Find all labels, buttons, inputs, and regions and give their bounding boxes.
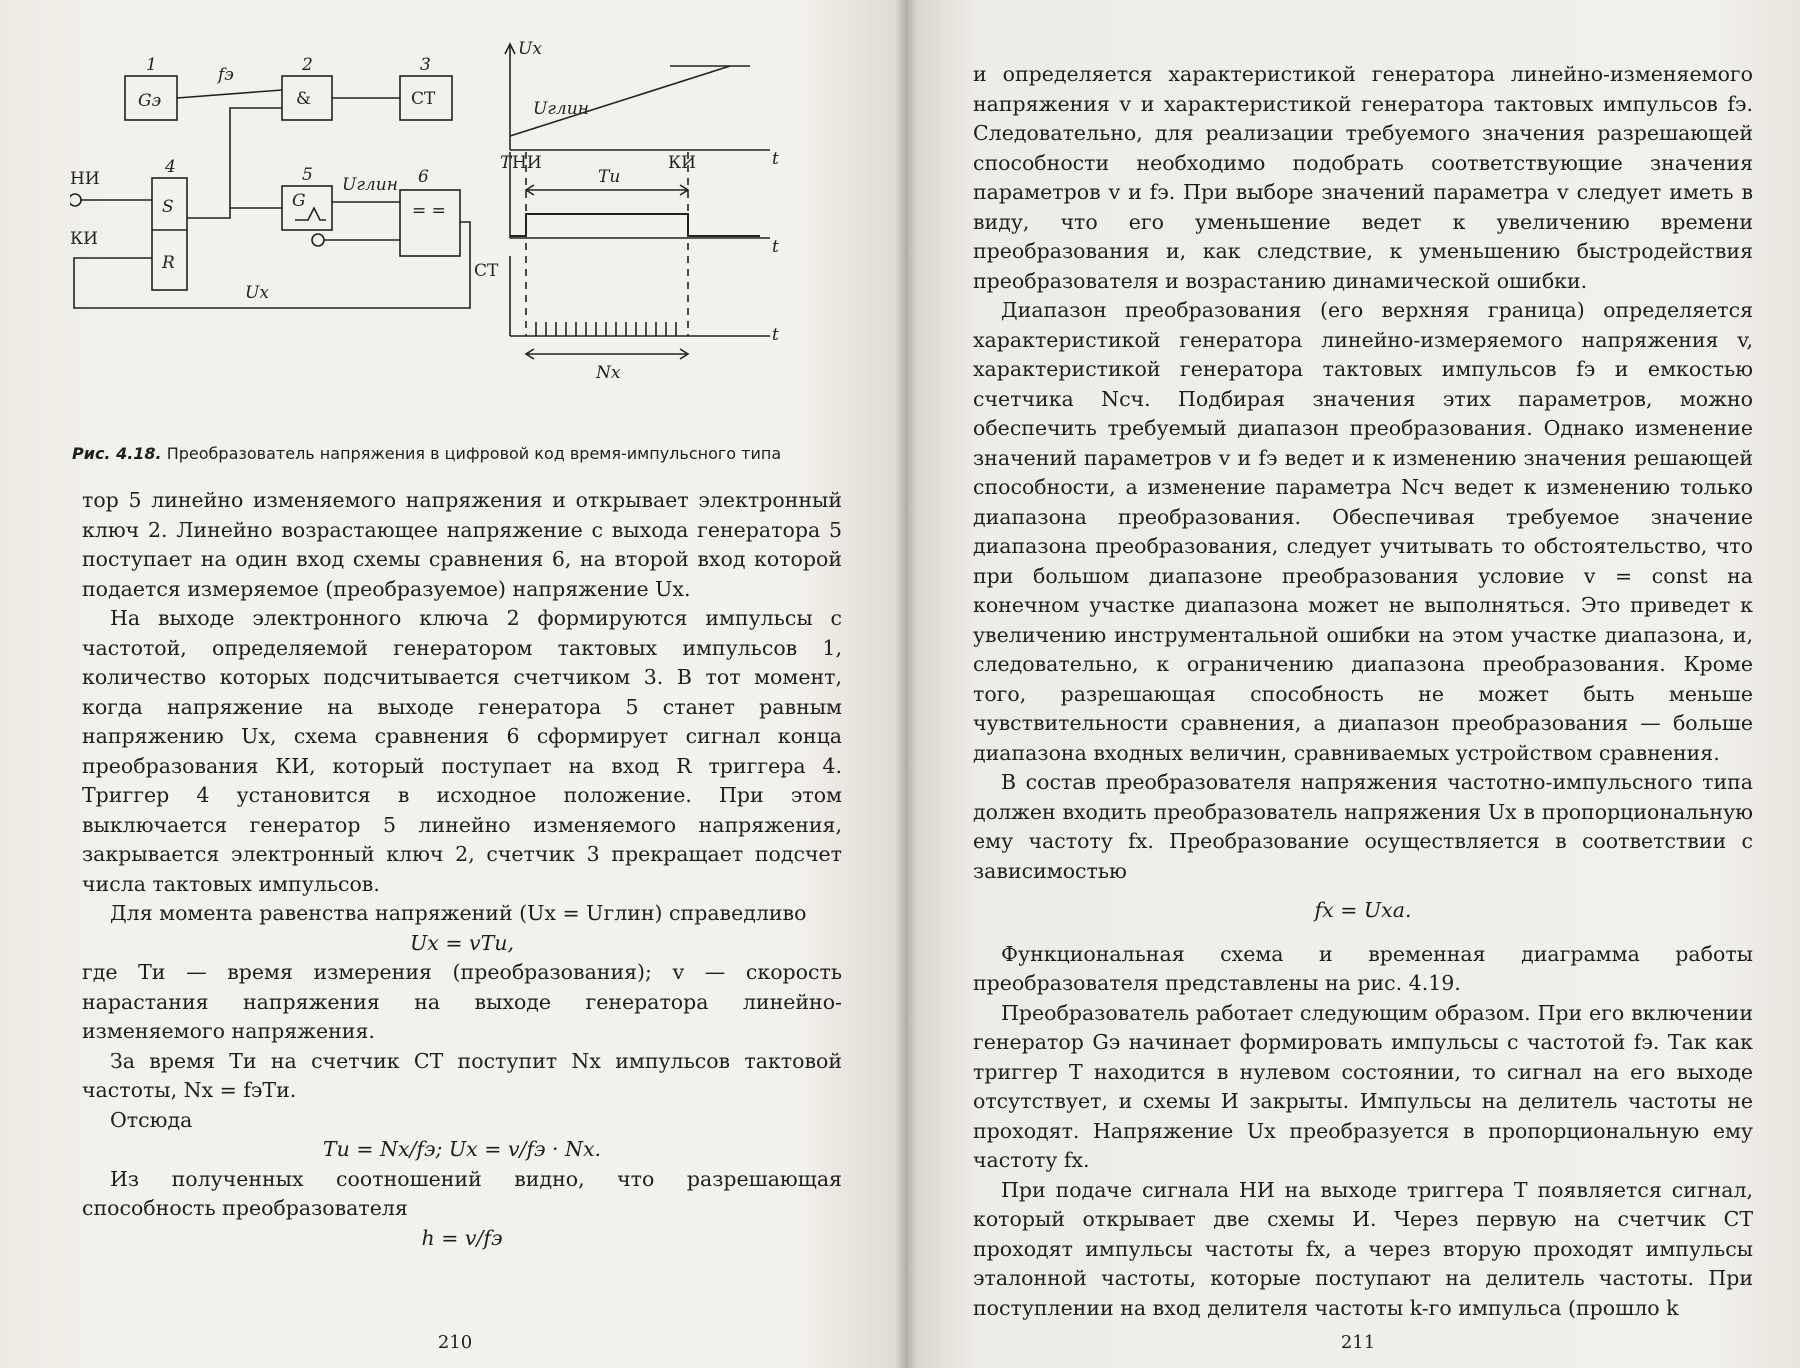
clock-pulses [536, 322, 676, 336]
uglin-wire-label: Uглин [342, 175, 398, 195]
f-label: fэ [218, 65, 234, 85]
paragraph: За время Tи на счетчик СТ поступит Nx импульсов тактовой частоты, Nx = fэTи. [82, 1048, 842, 1102]
axis-t-label: T [500, 153, 512, 173]
ramp-label: Uглин [533, 99, 589, 119]
page-number-left: 210 [437, 1332, 473, 1353]
ni-input-label: НИ [70, 169, 100, 189]
figure-caption [72, 444, 852, 464]
paragraph: где Tи — время измерения (преобразования); v — скорость нарастания напряжения на выходе генератора линейно-изменяемого напряжения. [82, 960, 842, 1043]
right-body-text [973, 60, 1753, 1323]
axis-t3-label: t [772, 325, 779, 345]
formula-ux: Ux = vTи, [409, 930, 515, 955]
caption-number: Рис. 4.18. [72, 444, 162, 463]
ki-input-label: КИ [70, 229, 98, 249]
axis-t2-label: t [772, 237, 779, 257]
block-4-r: R [162, 253, 175, 273]
formula-ti: Tи = Nx/fэ; Ux = v/fэ · Nx. [322, 1137, 602, 1161]
formula-h: h = v/fэ [421, 1225, 503, 1250]
paragraph: В состав преобразователя напряжения частотно-импульсного типа должен входить преобразователь напряжения Ux в пропорциональную ему частоту fx. Преобразование осуществляется в соответствии с зависимостью [973, 770, 1753, 883]
figure-diagram [70, 40, 850, 440]
right-page [905, 0, 1800, 1368]
axis-t1-label: t [772, 149, 779, 169]
block-3-number: 3 [420, 55, 431, 75]
ti-label: Tи [598, 167, 621, 187]
block-1-label: Gэ [138, 91, 162, 111]
paragraph: Функциональная схема и временная диаграмма работы преобразователя представлены на рис. 4.19. [973, 941, 1753, 995]
block-6-label: = = [412, 201, 446, 221]
paragraph: На выходе электронного ключа 2 формируются импульсы с частотой, определяемой генератором тактовых импульсов 1, количество которых подсчитывается счетчиком 3. В тот момент, когда напряжение на выходе генератора 5 станет равным напряжению Ux, схема сравнения 6 сформирует сигнал конца преобразования КИ, который поступает на вход R триггера 4. Триггер 4 установится в исходное положение. При этом выключается генератор 5 линейно изменяемого напряжения, закрывается электронный ключ 2, счетчик 3 прекращает подсчет числа тактовых импульсов. [82, 606, 842, 896]
block-6-comparator [400, 190, 460, 256]
figure-4-18 [70, 40, 850, 440]
paragraph: тор 5 линейно изменяемого напряжения и открывает электронный ключ 2. Линейно возрастающее напряжение с выхода генератора 5 поступает на один вход схемы сравнения 6, на второй вход которой подается измеряемое (преобразуемое) напряжение Ux. [82, 488, 842, 601]
nx-label: Nx [596, 363, 621, 383]
formula-fx: fx = Uxa. [1314, 898, 1412, 922]
paragraph: Диапазон преобразования (его верхняя граница) определяется характеристикой генератора линейно-измеряемого напряжения v, характеристикой генератора тактовых импульсов fэ и емкостью счетчика Nсч. Подбирая значения этих параметров, можно обеспечить требуемый диапазон преобразования. Однако изменение значений параметров v и fэ ведет и к изменению значения решающей способности, а изменение параметра Nсч ведет к изменению только диапазона преобразования. Обеспечивая требуемое значение диапазона преобразования, следует учитывать то обстоятельство, что при большом диапазоне преобразования условие v = const на конечном участке диапазона может не выполняться. Это приведет к увеличению инструментальной ошибки на этом участке диапазона, и, следовательно, к ограничению диапазона преобразования. Кроме того, разрешающая способность не может быть меньше чувствительности сравнения, а диапазон преобразования — больше диапазона входных величин, сравниваемых устройством сравнения. [973, 298, 1753, 765]
block-5-label: G [292, 191, 306, 211]
page-number-right: 211 [1340, 1332, 1376, 1353]
axis-ux-label: Ux [518, 40, 542, 59]
paragraph: При подаче сигнала НИ на выходе триггера Т появляется сигнал, который открывает две схемы И. Через первую на счетчик СТ проходят импульсы частоты fx, а через вторую проходят импульсы эталонной частоты, которые поступают на делитель частоты. При поступлении на вход делителя частоты k-го импульса (прошло k [973, 1177, 1753, 1320]
left-body-text [82, 486, 842, 1253]
block-5-number: 5 [302, 165, 313, 185]
block-2-number: 2 [302, 55, 313, 75]
block-2-label: & [296, 89, 312, 109]
ki-time-label: КИ [668, 153, 696, 173]
paragraph: Преобразователь работает следующим образом. При его включении генератор Gэ начинает формировать импульсы с частотой fэ. Так как триггер Т находится в нулевом состоянии, то сигнал на его выходе отсутствует, и схемы И закрыты. Импульсы на делитель частоты не проходят. Напряжение Ux преобразуется в пропорциональную ему частоту fx. [973, 1000, 1753, 1172]
block-1-number: 1 [146, 55, 157, 75]
book-gutter [895, 0, 917, 1368]
paragraph: Из полученных соотношений видно, что разрешающая способность преобразователя [82, 1166, 842, 1220]
axis-ct-label: CT [474, 261, 499, 281]
caption-text: Преобразователь напряжения в цифровой код время-импульсного типа [166, 444, 782, 463]
paragraph: Для момента равенства напряжений (Ux = Uглин) справедливо [110, 901, 807, 925]
block-4-trigger [152, 178, 187, 290]
block-4-number: 4 [165, 157, 176, 177]
ux-input-label: Ux [245, 283, 269, 303]
block-5-ramp-generator [282, 186, 332, 230]
paragraph: Отсюда [110, 1107, 193, 1132]
block-4-s: S [162, 197, 174, 217]
paragraph: и определяется характеристикой генератора линейно-изменяемого напряжения v и характеристикой генератора тактовых импульсов fэ. Следовательно, для реализации требуемого значения разрешающей способности необходимо подобрать соответствующие значения параметров v и fэ. При выборе значений параметра v следует иметь в виду, что его уменьшение ведет к увеличению времени преобразования и, как следствие, к уменьшению быстродействия преобразователя и возрастанию динамической ошибки. [973, 62, 1753, 293]
ni-time-label: НИ [512, 153, 542, 173]
block-6-number: 6 [418, 167, 429, 187]
block-3-label: CT [411, 89, 436, 109]
